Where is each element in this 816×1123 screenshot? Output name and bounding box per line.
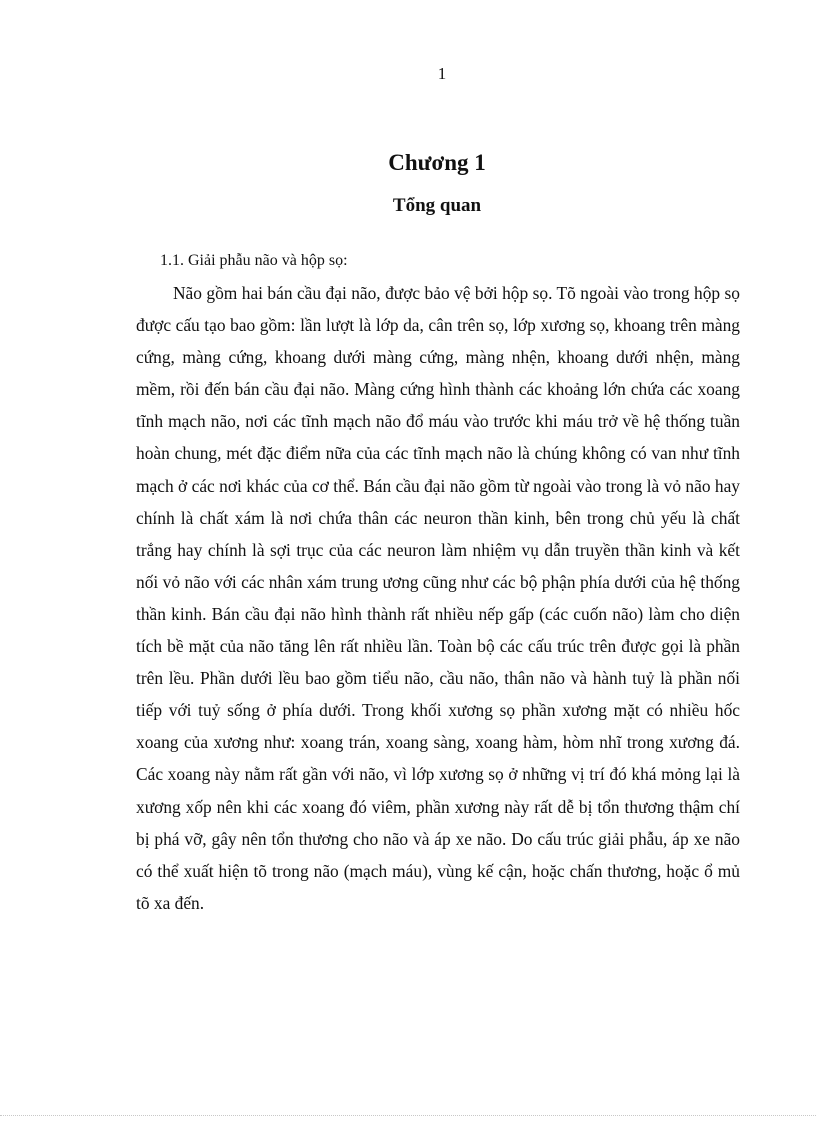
chapter-title: Chương 1 (388, 150, 486, 175)
section-heading: 1.1. Giải phẫu não và hộp sọ: (160, 252, 348, 269)
body-paragraph: Não gồm hai bán cầu đại não, được bảo vệ bởi hộp sọ. Tõ ngoài vào trong hộp sọ được cấu tạo bao gồm: lần lượt là lớp da, cân trên sọ, lớp xương sọ, khoang trên màng cứng, màng cứng, khoang dưới màng cứng, màng nhện, khoang dưới nhện, màng mềm, rồi đến bán cầu đại não. Màng cứng hình thành các khoảng lớn chứa các xoang tĩnh mạch não, nơi các tĩnh mạch não đổ máu vào trước khi máu trở về hệ thống tuần hoàn chung, mét đặc điểm nữa của các tĩnh mạch não là chúng không có van như tĩnh mạch ở các nơi khác của cơ thể. Bán cầu đại não gồm từ ngoài vào trong là vỏ não hay chính là chất xám là nơi chứa thân các neuron thần kinh, bên trong chủ yếu là chất trắng hay chính là sợi trục của các neuron làm nhiệm vụ dẫn truyền thần kinh và kết nối vỏ não với các nhân xám trung ương cũng như các bộ phận phía dưới của hệ thống thần kinh. Bán cầu đại não hình thành rất nhiều nếp gấp (các cuốn não) làm cho diện tích bề mặt của não tăng lên rất nhiều lần. Toàn bộ các cấu trúc trên được gọi là phần trên lều. Phần dưới lều bao gồm tiểu não, cầu não, thân não và hành tuỷ là phần nối tiếp với tuỷ sống ở phía dưới. Trong khối xương sọ phần xương mặt có nhiều hốc xoang của xương như: xoang trán, xoang sàng, xoang hàm, hòm nhĩ trong xương đá. Các xoang này nằm rất gần với não, vì lớp xương sọ ở những vị trí đó khá mỏng lại là xương xốp nên khi các xoang đó viêm, phần xương này rất dễ bị tổn thương thậm chí bị phá vỡ, gây nên tổn thương cho não và áp xe não. Do cấu trúc giải phẫu, áp xe não có thể xuất hiện tõ trong não (mạch máu), vùng kế cận, hoặc chấn thương, hoặc ổ mủ tõ xa đến. (136, 283, 740, 913)
page-number: 1 (437, 64, 447, 83)
page-bottom-rule (0, 1115, 816, 1116)
chapter-subtitle: Tổng quan (392, 195, 482, 216)
